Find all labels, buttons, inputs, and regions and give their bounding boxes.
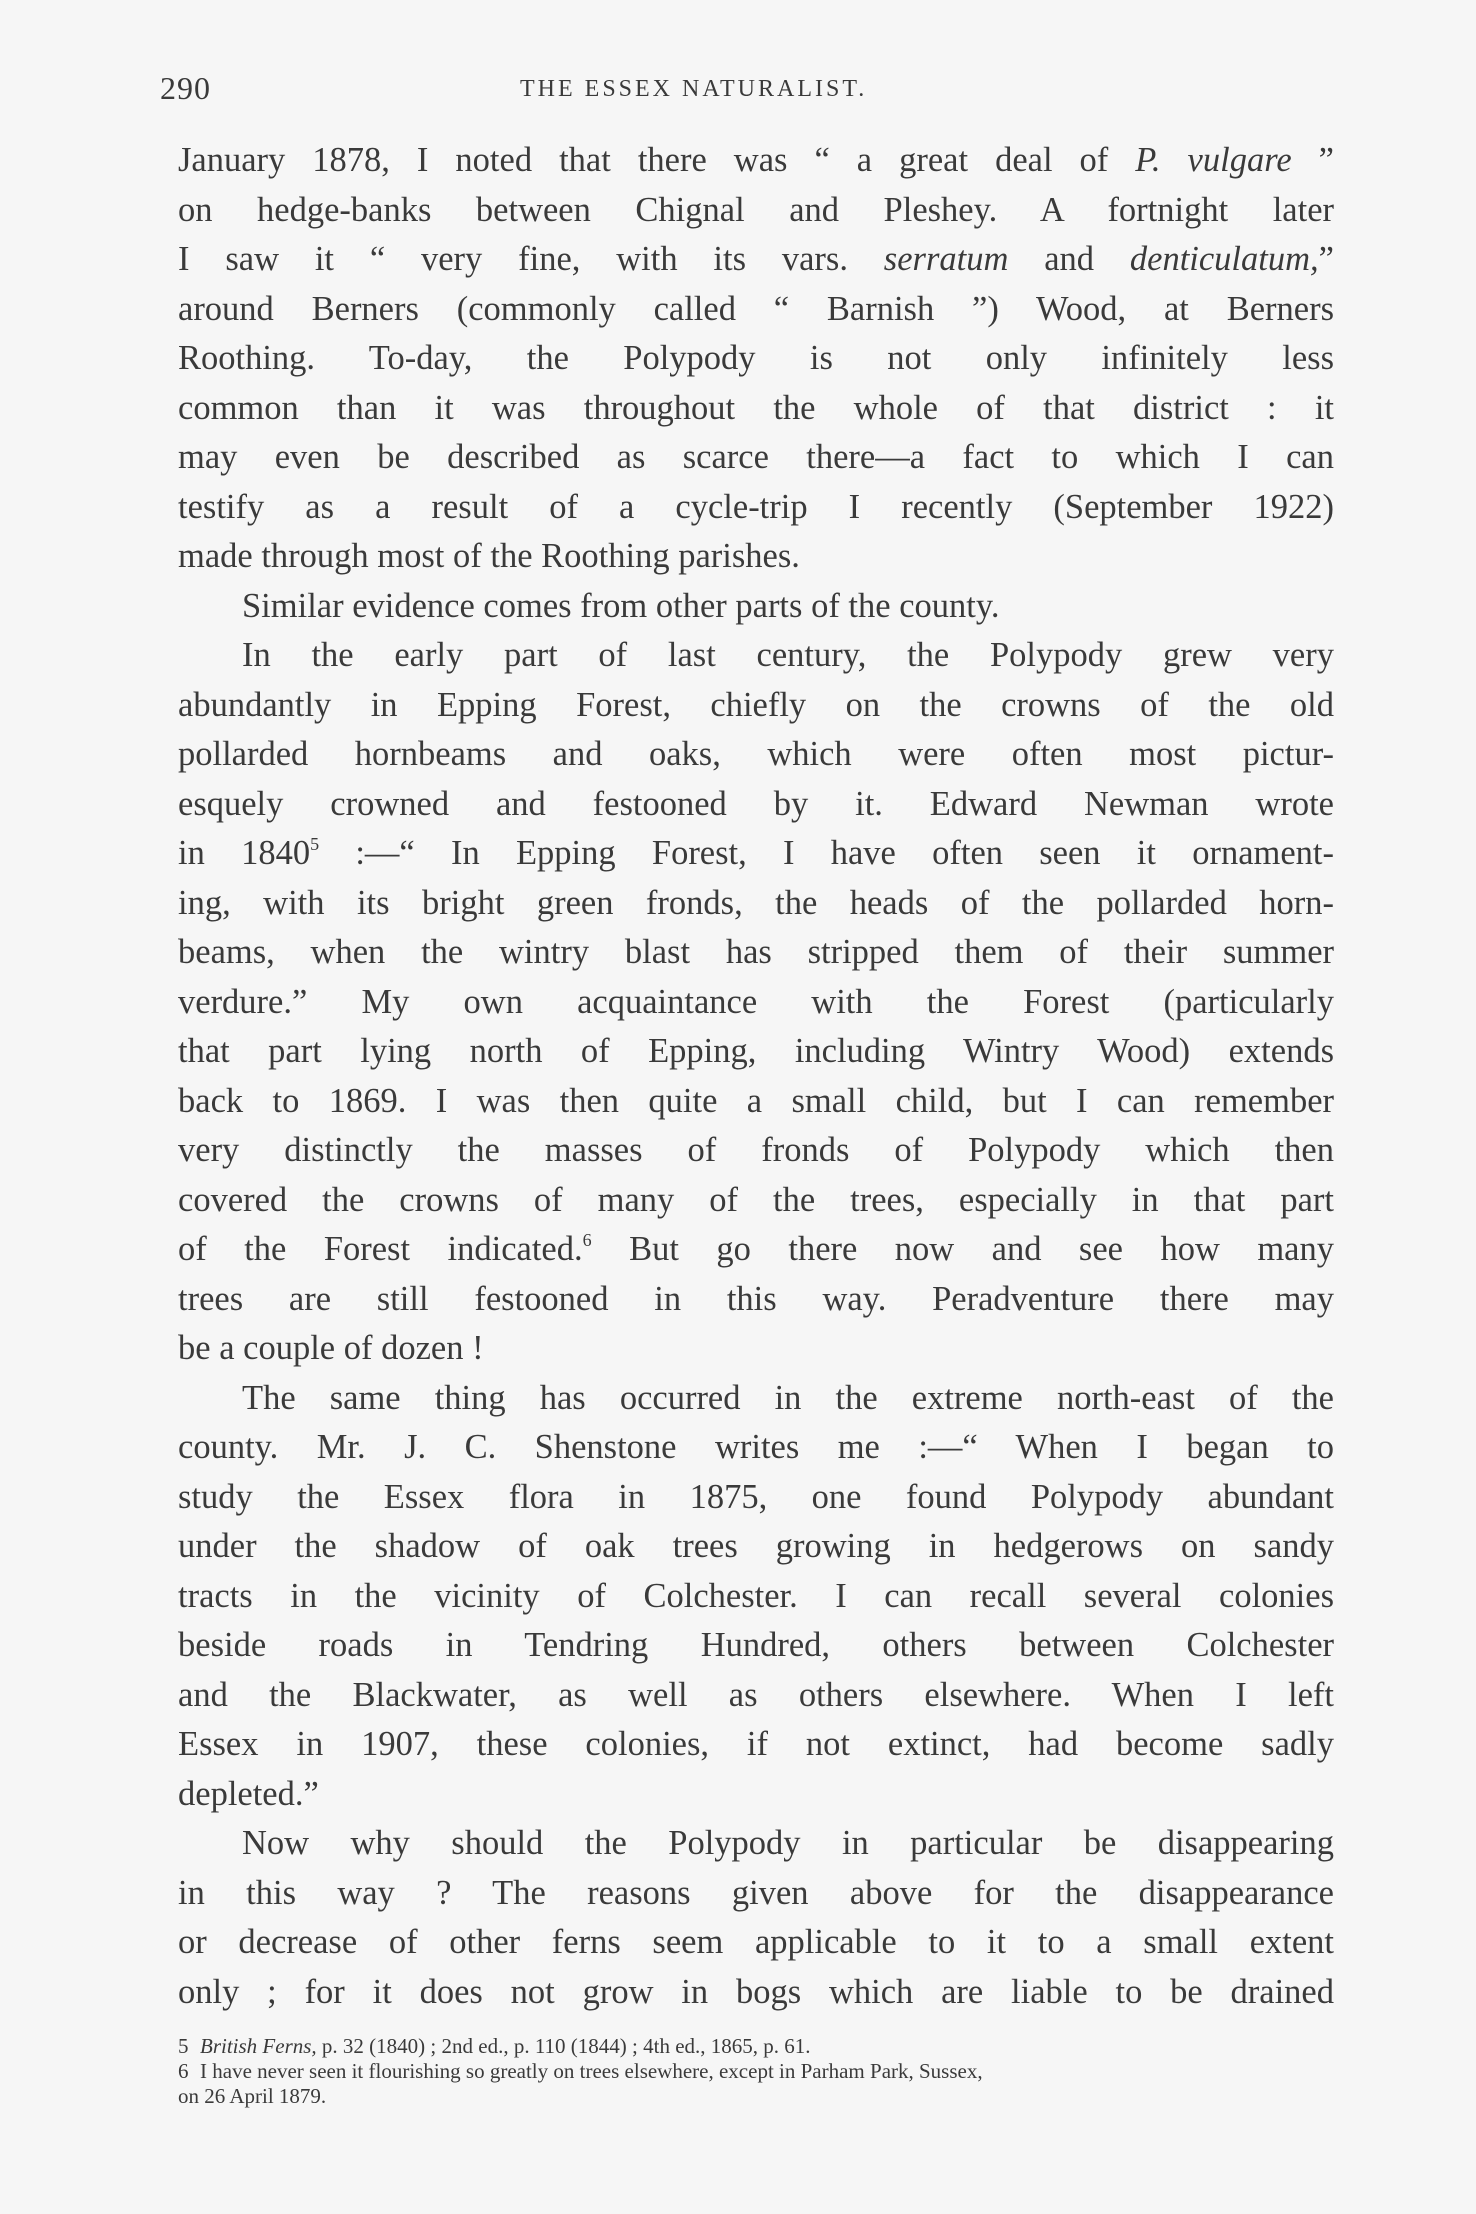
line-text: very distinctly the masses of fronds of Polypody which then: [178, 1131, 1334, 1169]
line-text: back to 1869. I was then quite a small child, but I can remember: [178, 1081, 1334, 1120]
line-text: Essex in 1907, these colonies, if not extinct, had become sadly: [178, 1725, 1334, 1763]
line-text: of the Forest indicated.: [178, 1230, 583, 1268]
text-line: [178, 532, 1334, 582]
italic-text: serratum: [883, 240, 1009, 278]
footnote: [178, 2059, 1334, 2084]
text-line: [178, 582, 1334, 632]
italic-text: denticulatum,: [1129, 240, 1319, 278]
text-line: [178, 1176, 1334, 1226]
line-text: beside roads in Tendring Hundred, others between Colchester: [178, 1626, 1334, 1664]
text-line: [178, 1621, 1334, 1671]
footnote-number: 5: [178, 2034, 189, 2058]
text-line: [178, 1423, 1334, 1473]
line-text: be a couple of dozen !: [178, 1329, 484, 1367]
line-text: common than it was throughout the whole of that district : it: [178, 388, 1334, 427]
line-text: :—“ In Epping Forest, I have often seen it ornament-: [319, 834, 1334, 872]
line-text: in this way ? The reasons given above for the disappearance: [178, 1873, 1334, 1912]
line-text: Roothing. To-day, the Polypody is not only infinitely less: [178, 339, 1334, 377]
line-text: ”: [1291, 141, 1334, 179]
footnote: [178, 2084, 1334, 2109]
line-text: under the shadow of oak trees growing in hedgerows on sandy: [178, 1527, 1334, 1565]
text-line: [178, 780, 1334, 830]
text-line: [178, 1819, 1334, 1869]
text-line: [178, 1473, 1334, 1523]
text-line: [178, 928, 1334, 978]
line-text: made through most of the Roothing parishes.: [178, 537, 800, 575]
text-line: [178, 978, 1334, 1028]
line-text: abundantly in Epping Forest, chiefly on the crowns of the old: [178, 685, 1334, 724]
page-header: [160, 70, 1340, 120]
body-text: [178, 136, 1334, 2017]
footnotes: [178, 2034, 1334, 2109]
line-text: in 1840: [178, 834, 311, 872]
text-line: [178, 285, 1334, 335]
line-text: I saw it “ very fine, with its vars.: [178, 240, 884, 278]
running-head: THE ESSEX NATURALIST.: [520, 76, 868, 102]
line-text: beams, when the wintry blast has stripped them of their summer: [178, 933, 1334, 971]
text-line: [178, 1374, 1334, 1424]
line-text: or decrease of other ferns seem applicable to it to a small extent: [178, 1923, 1334, 1961]
line-text: testify as a result of a cycle-trip I recently (September 1922): [178, 487, 1334, 526]
text-line: [178, 136, 1334, 186]
text-line: [178, 1225, 1334, 1275]
line-text: January 1878, I noted that there was “ a great deal of: [178, 141, 1136, 179]
text-line: [178, 1968, 1334, 2018]
text-line: [178, 829, 1334, 879]
text-line: [178, 730, 1334, 780]
line-text: verdure.” My own acquaintance with the Forest (particularly: [178, 982, 1334, 1021]
text-line: [178, 384, 1334, 434]
line-text: and the Blackwater, as well as others elsewhere. When I left: [178, 1675, 1334, 1714]
text-line: [178, 334, 1334, 384]
italic-text: P. vulgare: [1135, 141, 1292, 179]
text-line: [178, 186, 1334, 236]
line-text: may even be described as scarce there—a fact to which I can: [178, 438, 1334, 476]
footnote-text: p. 32 (1840) ; 2nd ed., p. 110 (1844) ; 4th ed., 1865, p. 61.: [316, 2034, 811, 2058]
line-text: tracts in the vicinity of Colchester. I can recall several colonies: [178, 1576, 1334, 1615]
footnote-ref: 5: [310, 834, 320, 854]
footnote: [178, 2034, 1334, 2059]
text-line: [178, 235, 1334, 285]
text-line: [178, 1126, 1334, 1176]
footnote-text: I have never seen it flourishing so greatly on trees elsewhere, except in Parham Park, Sussex,: [200, 2059, 983, 2083]
line-text: on hedge-banks between Chignal and Pleshey. A fortnight later: [178, 190, 1334, 229]
line-text: only ; for it does not grow in bogs which are liable to be drained: [178, 1972, 1334, 2011]
footnote-number: 6: [178, 2059, 189, 2083]
text-line: [178, 1671, 1334, 1721]
text-line: [178, 1324, 1334, 1374]
text-line: [178, 1918, 1334, 1968]
text-line: [178, 1770, 1334, 1820]
line-text: and: [1008, 240, 1130, 278]
line-text: trees are still festooned in this way. Peradventure there may: [178, 1279, 1334, 1318]
text-line: [178, 433, 1334, 483]
text-line: [178, 1027, 1334, 1077]
text-line: [178, 1720, 1334, 1770]
line-text: But go there now and see how many: [591, 1230, 1334, 1268]
line-text: pollarded hornbeams and oaks, which were often most pictur-: [178, 735, 1334, 773]
text-line: [178, 879, 1334, 929]
line-text: Similar evidence comes from other parts of the county.: [242, 586, 1000, 625]
line-text: that part lying north of Epping, including Wintry Wood) extends: [178, 1032, 1334, 1070]
text-line: [178, 681, 1334, 731]
footnote-text: on 26 April 1879.: [178, 2084, 327, 2108]
page-number: 290: [160, 70, 211, 106]
line-text: covered the crowns of many of the trees, especially in that part: [178, 1180, 1334, 1219]
line-text: study the Essex flora in 1875, one found Polypody abundant: [178, 1477, 1334, 1516]
line-text: depleted.”: [178, 1774, 319, 1813]
line-text: The same thing has occurred in the extreme north-east of the: [242, 1378, 1334, 1417]
line-text: ”: [1318, 240, 1334, 278]
text-line: [178, 1522, 1334, 1572]
text-line: [178, 1275, 1334, 1325]
text-line: [178, 483, 1334, 533]
line-text: Now why should the Polypody in particular be disappearing: [242, 1824, 1334, 1862]
text-line: [178, 1869, 1334, 1919]
line-text: around Berners (commonly called “ Barnish ”) Wood, at Berners: [178, 289, 1334, 328]
footnote-ref: 6: [582, 1230, 592, 1250]
text-line: [178, 1077, 1334, 1127]
line-text: esquely crowned and festooned by it. Edward Newman wrote: [178, 784, 1334, 823]
italic-text: British Ferns,: [200, 2034, 317, 2058]
line-text: In the early part of last century, the Polypody grew very: [242, 636, 1334, 674]
line-text: county. Mr. J. C. Shenstone writes me :—“ When I began to: [178, 1428, 1334, 1466]
text-line: [178, 631, 1334, 681]
line-text: ing, with its bright green fronds, the heads of the pollarded horn-: [178, 883, 1334, 922]
text-line: [178, 1572, 1334, 1622]
